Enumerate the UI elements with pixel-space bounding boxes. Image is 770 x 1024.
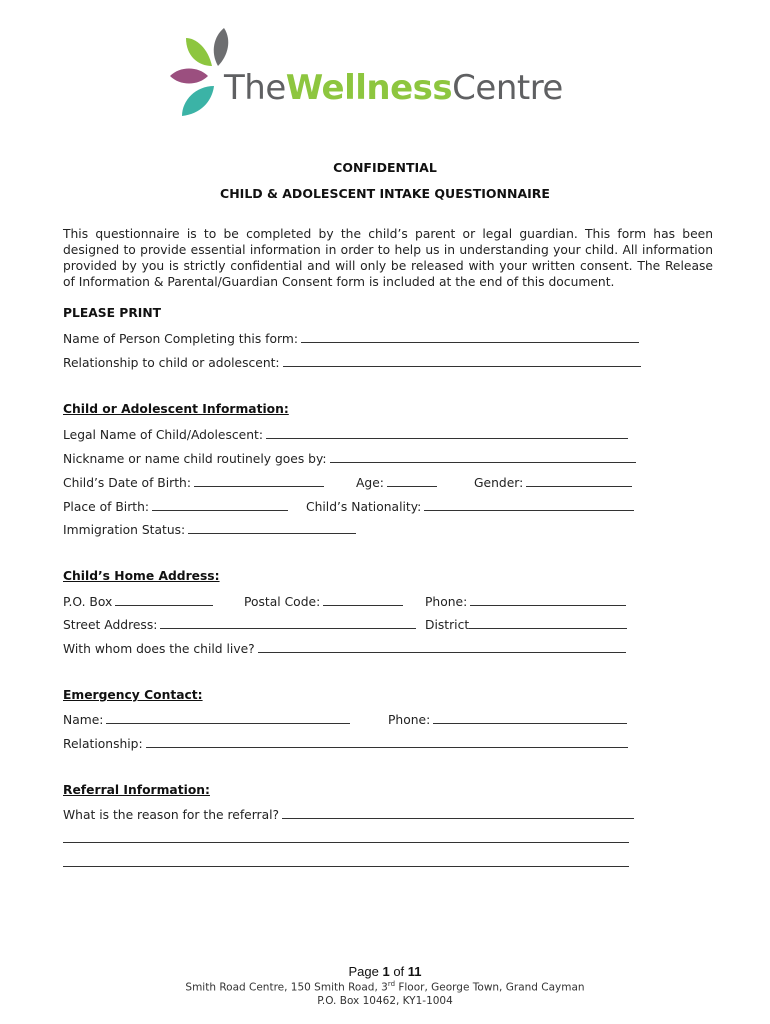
- street-address-field[interactable]: [160, 616, 416, 629]
- emergency-phone-label: Phone:: [388, 713, 431, 727]
- emergency-relationship-label: Relationship:: [63, 737, 143, 751]
- emergency-name-label: Name:: [63, 713, 104, 727]
- street-address-label: Street Address:: [63, 618, 158, 632]
- footer-address-part1: Smith Road Centre, 150 Smith Road, 3: [185, 981, 388, 994]
- lives-with-row: [63, 640, 626, 656]
- emergency-phone-row: [388, 711, 627, 727]
- emergency-name-row: [63, 711, 350, 727]
- emergency-relationship-row: [63, 735, 628, 751]
- immigration-row: [63, 521, 356, 537]
- place-of-birth-label: Place of Birth:: [63, 500, 150, 514]
- page-number: [0, 964, 770, 979]
- wellness-centre-logo: [168, 26, 598, 121]
- age-field[interactable]: [387, 474, 437, 487]
- dob-row: [63, 474, 324, 490]
- district-row: [425, 616, 627, 632]
- gender-label: Gender:: [474, 476, 524, 490]
- completer-name-field[interactable]: [301, 330, 639, 343]
- footer-po-box: P.O. Box 10462, KY1-1004: [317, 995, 453, 1007]
- po-box-row: [63, 593, 213, 609]
- form-title: CHILD & ADOLESCENT INTAKE QUESTIONNAIRE: [220, 186, 550, 201]
- legal-name-row: [63, 426, 628, 442]
- nationality-label: Child’s Nationality:: [306, 500, 422, 514]
- lives-with-field[interactable]: [258, 640, 626, 653]
- postal-code-label: Postal Code:: [244, 595, 321, 609]
- confidential-label: CONFIDENTIAL: [333, 160, 437, 175]
- emergency-phone-field[interactable]: [433, 711, 627, 724]
- page-current: 1: [382, 964, 390, 979]
- referral-reason-label: What is the reason for the referral?: [63, 808, 280, 822]
- age-label: Age:: [356, 476, 384, 490]
- logo-text-wellness: Wellness: [285, 68, 453, 108]
- dob-field[interactable]: [194, 474, 324, 487]
- completer-relationship-field[interactable]: [283, 354, 641, 367]
- child-info-heading: Child or Adolescent Information:: [63, 402, 289, 416]
- footer-address-part2: Floor, George Town, Grand Cayman: [395, 981, 585, 994]
- district-field[interactable]: [469, 616, 627, 629]
- referral-heading: Referral Information:: [63, 783, 210, 797]
- lives-with-label: With whom does the child live?: [63, 642, 255, 656]
- street-address-row: [63, 616, 416, 632]
- completer-name-label: Name of Person Completing this form:: [63, 332, 298, 346]
- home-address-heading: Child’s Home Address:: [63, 569, 220, 583]
- completer-name-row: [63, 330, 639, 346]
- emergency-relationship-field[interactable]: [146, 735, 628, 748]
- please-print-label: PLEASE PRINT: [63, 306, 162, 320]
- home-phone-row: [425, 593, 626, 609]
- legal-name-field[interactable]: [266, 426, 628, 439]
- immigration-label: Immigration Status:: [63, 523, 186, 537]
- postal-code-field[interactable]: [323, 593, 403, 606]
- district-label: District: [425, 618, 470, 632]
- immigration-field[interactable]: [188, 521, 356, 534]
- footer-address: [0, 980, 770, 994]
- place-of-birth-row: [63, 498, 288, 514]
- po-box-field[interactable]: [115, 593, 213, 606]
- page-of-word: of: [393, 964, 405, 979]
- nickname-row: [63, 450, 636, 466]
- po-box-label: P.O. Box: [63, 595, 113, 609]
- place-of-birth-field[interactable]: [152, 498, 288, 511]
- nickname-field[interactable]: [330, 450, 636, 463]
- gender-field[interactable]: [526, 474, 632, 487]
- completer-relationship-label: Relationship to child or adolescent:: [63, 356, 280, 370]
- page-word: Page: [348, 964, 379, 979]
- logo-wordmark: [224, 68, 563, 108]
- completer-relationship-row: [63, 354, 641, 370]
- intro-paragraph: This questionnaire is to be completed by the child’s parent or legal guardian. This form has been designed to provide essential information in order to help us in understanding your child. All information provided by you is strictly confidential and will only be released with your written consent. The Release of Information & Parental/Guardian Consent form is included at the end of this document.: [63, 227, 713, 289]
- nationality-field[interactable]: [424, 498, 634, 511]
- logo-text-the: The: [224, 68, 286, 108]
- footer-address-sup: rd: [387, 980, 396, 988]
- referral-reason-line-3[interactable]: [63, 853, 629, 867]
- postal-code-row: [244, 593, 403, 609]
- referral-reason-field[interactable]: [282, 806, 634, 819]
- nickname-label: Nickname or name child routinely goes by:: [63, 452, 327, 466]
- referral-reason-row: [63, 806, 634, 822]
- home-phone-label: Phone:: [425, 595, 468, 609]
- emergency-heading: Emergency Contact:: [63, 688, 203, 702]
- dob-label: Child’s Date of Birth:: [63, 476, 191, 490]
- age-row: [356, 474, 437, 490]
- page-total: 11: [407, 964, 422, 979]
- home-phone-field[interactable]: [470, 593, 626, 606]
- referral-reason-line-2[interactable]: [63, 829, 629, 843]
- nationality-row: [306, 498, 634, 514]
- logo-text-centre: Centre: [452, 68, 563, 108]
- legal-name-label: Legal Name of Child/Adolescent:: [63, 428, 263, 442]
- gender-row: [474, 474, 632, 490]
- emergency-name-field[interactable]: [106, 711, 350, 724]
